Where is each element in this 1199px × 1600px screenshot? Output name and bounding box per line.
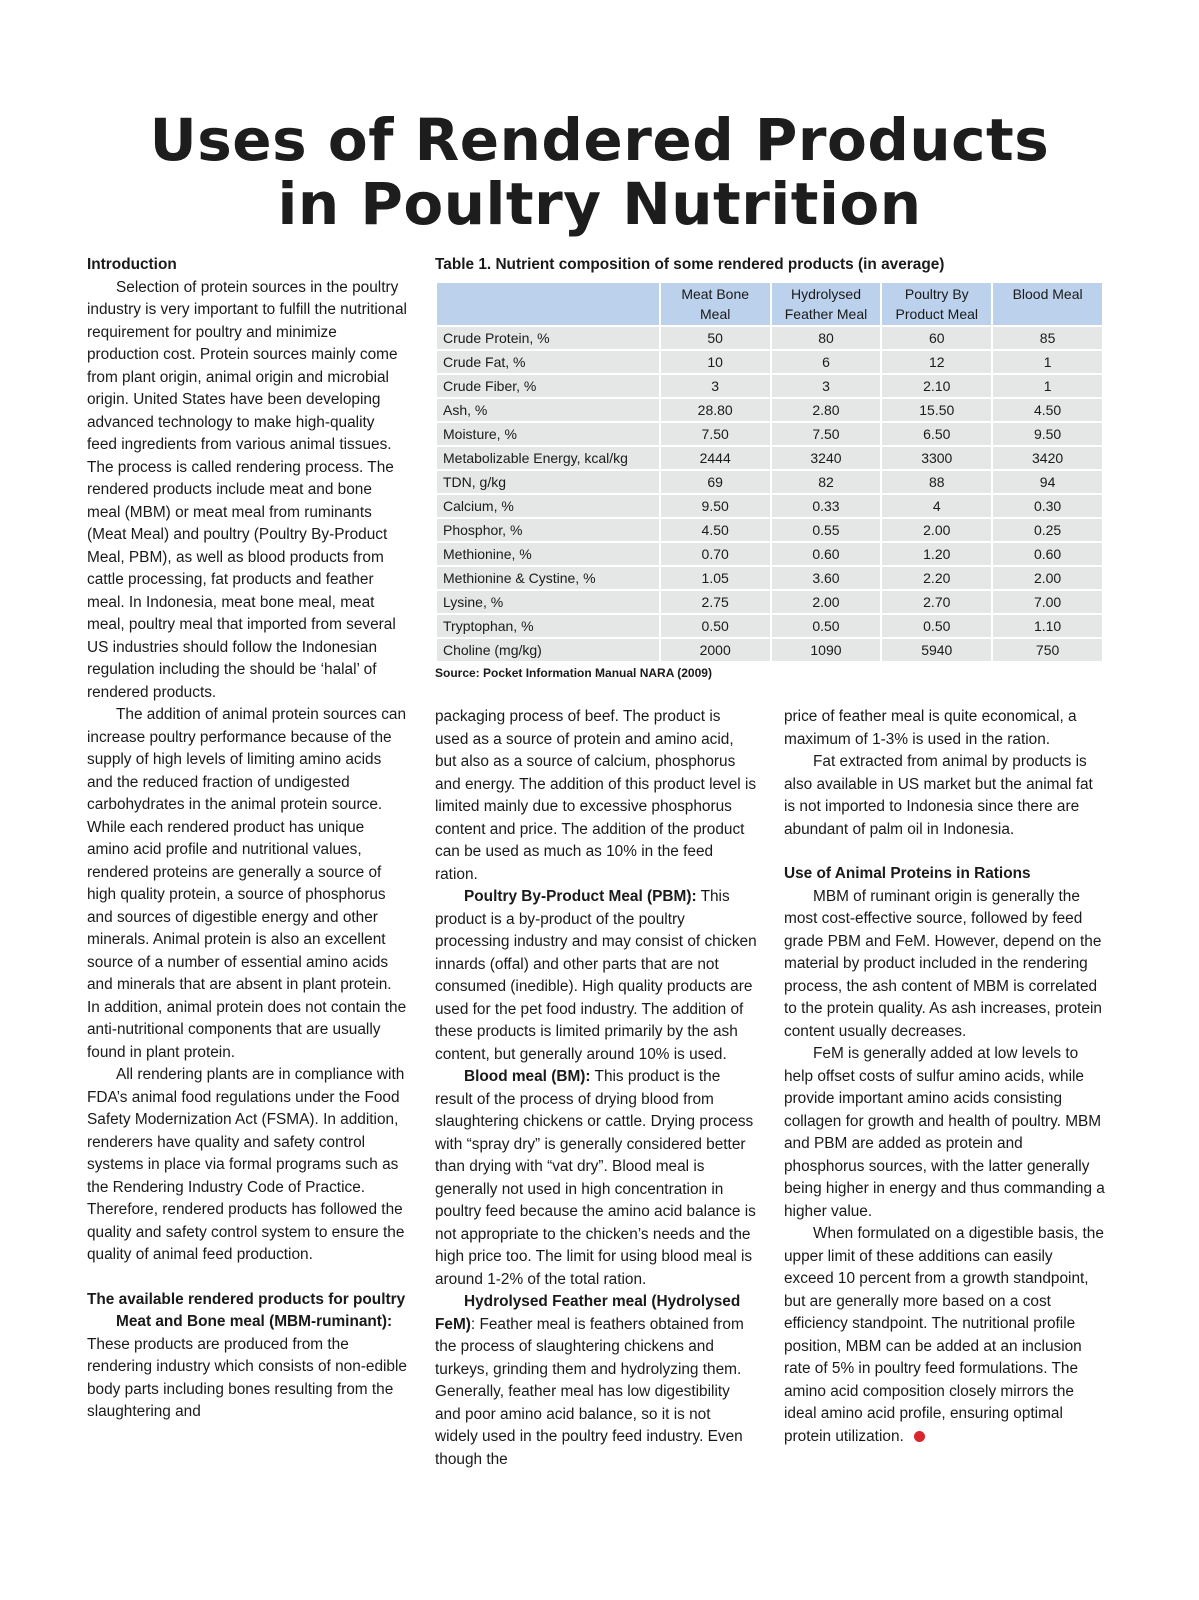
- table-cell: 0.55: [772, 519, 881, 541]
- table-header-cell: Meat Bone Meal: [661, 283, 770, 325]
- table-row: [437, 447, 1102, 469]
- fem-label: Hydrolysed Feather meal (Hydrolysed FeM): [435, 1293, 741, 1333]
- introduction-heading: Introduction: [87, 256, 177, 273]
- table-cell: 1: [993, 375, 1102, 397]
- bm-paragraph: [435, 1066, 757, 1291]
- table-cell: 1.20: [882, 543, 991, 565]
- table-header-cell: Hydrolysed Feather Meal: [772, 283, 881, 325]
- table-cell: 0.30: [993, 495, 1102, 517]
- table-cell: 0.50: [661, 615, 770, 637]
- table-cell: 3420: [993, 447, 1102, 469]
- pbm-text: This product is a by-product of the poultry processing industry and may consist of chicken innards (offal) and other parts that are not consumed (inedible). High quality products are used for the pet food industry. The addition of these products is limited primarily by the ash content, but generally around 10% is used.: [435, 888, 757, 1063]
- row-label: Methionine & Cystine, %: [437, 567, 659, 589]
- table-row: [437, 567, 1102, 589]
- table-cell: 0.70: [661, 543, 770, 565]
- mbm-continued-paragraph: packaging process of beef. The product is used as a source of protein and amino acid, but also as a source of calcium, phosphorus and energy. The addition of this product level is limited mainly due to excessive phosphorus content and price. The addition of the product can be used as much as 10% in the feed ration.: [435, 708, 757, 883]
- column-3: [784, 706, 1106, 1448]
- table-cell: 4: [882, 495, 991, 517]
- table-cell: 3240: [772, 447, 881, 469]
- table-cell: 2.75: [661, 591, 770, 613]
- table-row: [437, 327, 1102, 349]
- page-title: [0, 108, 1199, 236]
- row-label: Methionine, %: [437, 543, 659, 565]
- table-row: [437, 375, 1102, 397]
- fem-continued-paragraph: price of feather meal is quite economical, a maximum of 1-3% is used in the ration.: [784, 708, 1077, 748]
- table-row: [437, 615, 1102, 637]
- table-cell: 0.50: [772, 615, 881, 637]
- table-cell: 750: [993, 639, 1102, 661]
- intro-paragraph-1: Selection of protein sources in the poultry industry is very important to fulfill the nutritional requirement for poultry and minimize production cost. Protein sources mainly come from plant origin, animal origin and microbial origin. United States have been developing advanced technology to make high-quality feed ingredients from various animal tissues. The process is called rendering process. The rendered products include meat and bone meal (MBM) or meat meal from ruminants (Meat Meal) and poultry (Poultry By-Product Meal, PBM), as well as blood products from cattle processing, fat products and feather meal. In Indonesia, meat bone meal, meat meal, poultry meal that imported from several US industries should follow the Indonesian regulation including the should be ‘halal’ of rendered products.: [87, 278, 407, 701]
- mbm-paragraph: [87, 1311, 407, 1424]
- column-2: [435, 706, 757, 1471]
- row-label: Moisture, %: [437, 423, 659, 445]
- table-row: [437, 519, 1102, 541]
- table-cell: 82: [772, 471, 881, 493]
- table-cell: 28.80: [661, 399, 770, 421]
- table-cell: 5940: [882, 639, 991, 661]
- table-header-blank: [437, 283, 659, 325]
- table-cell: 88: [882, 471, 991, 493]
- table-cell: 9.50: [661, 495, 770, 517]
- table-row: [437, 471, 1102, 493]
- rations-paragraph-1: MBM of ruminant origin is generally the most cost-effective source, followed by feed grade PBM and FeM. However, depend on the material by product included in the rendering process, the ash content of MBM is correlated to the protein quality. As ash increases, protein content usually decreases.: [784, 887, 1102, 1040]
- table-cell: 4.50: [993, 399, 1102, 421]
- table-cell: 4.50: [661, 519, 770, 541]
- rations-paragraph-2: FeM is generally added at low levels to help offset costs of sulfur amino acids, while provide important amino acids consisting collagen for growth and health of poultry. MBM and PBM are added as protein and phosphorus sources, with the latter generally being higher in energy and thus commanding a higher value.: [784, 1045, 1105, 1220]
- rations-paragraph-3-text: When formulated on a digestible basis, the upper limit of these additions can easily exceed 10 percent from a growth standpoint, but are generally more based on a cost efficiency standpoint. The nutritional profile position, MBM can be added at an inclusion rate of 5% in poultry feed formulations. The amino acid composition closely mirrors the ideal amino acid profile, ensuring optimal protein utilization.: [784, 1225, 1104, 1445]
- table-row: [437, 423, 1102, 445]
- pbm-label: Poultry By-Product Meal (PBM):: [464, 888, 697, 905]
- row-label: Tryptophan, %: [437, 615, 659, 637]
- table-cell: 1: [993, 351, 1102, 373]
- row-label: Metabolizable Energy, kcal/kg: [437, 447, 659, 469]
- available-products-heading: The available rendered products for poultry: [87, 1290, 406, 1308]
- end-mark-icon: [914, 1431, 925, 1442]
- table-row: [437, 399, 1102, 421]
- table-cell: 3: [661, 375, 770, 397]
- table-cell: 10: [661, 351, 770, 373]
- table-cell: 1.10: [993, 615, 1102, 637]
- table-cell: 7.00: [993, 591, 1102, 613]
- nutrient-table: [435, 281, 1104, 663]
- row-label: Crude Fiber, %: [437, 375, 659, 397]
- table-cell: 7.50: [661, 423, 770, 445]
- title-line-1: Uses of Rendered Products: [149, 106, 1050, 174]
- mbm-label: Meat and Bone meal (MBM-ruminant):: [116, 1313, 393, 1330]
- table-cell: 50: [661, 327, 770, 349]
- table-cell: 2.10: [882, 375, 991, 397]
- table-cell: 60: [882, 327, 991, 349]
- pbm-paragraph: [435, 886, 757, 1066]
- table-source: Source: Pocket Information Manual NARA (2009): [435, 666, 712, 680]
- table-cell: 2.80: [772, 399, 881, 421]
- table-cell: 0.60: [993, 543, 1102, 565]
- row-label: Phosphor, %: [437, 519, 659, 541]
- table-cell: 85: [993, 327, 1102, 349]
- table-cell: 0.33: [772, 495, 881, 517]
- table-row: [437, 543, 1102, 565]
- table-cell: 69: [661, 471, 770, 493]
- table-header-row: [437, 283, 1102, 325]
- table-cell: 3: [772, 375, 881, 397]
- table-cell: 2.00: [772, 591, 881, 613]
- table-cell: 15.50: [882, 399, 991, 421]
- mbm-text: These products are produced from the rendering industry which consists of non-edible body parts including bones resulting from the slaughtering and: [87, 1335, 407, 1420]
- bm-text: This product is the result of the process of drying blood from slaughtering chickens or cattle. Drying process with “spray dry” is generally considered better than drying with “vat dry”. Blood meal is generally not used in high concentration in poultry feed because the amino acid balance is not appropriate to the chicken’s needs and the high price too. The limit for using blood meal is around 1-2% of the total ration.: [435, 1068, 756, 1288]
- table-cell: 1.05: [661, 567, 770, 589]
- fem-text: : Feather meal is feathers obtained from the process of slaughtering chickens and turkeys, grinding them and hydrolyzing them. Generally, feather meal has low digestibility and poor amino acid balance, so it is not widely used in the poultry feed industry. Even though the: [435, 1315, 744, 1468]
- table-cell: 0.50: [882, 615, 991, 637]
- table-cell: 0.60: [772, 543, 881, 565]
- table-caption: Table 1. Nutrient composition of some rendered products (in average): [435, 256, 945, 273]
- row-label: Choline (mg/kg): [437, 639, 659, 661]
- table-cell: 2.20: [882, 567, 991, 589]
- table-row: [437, 639, 1102, 661]
- table-cell: 6: [772, 351, 881, 373]
- table-header-cell: Poultry By Product Meal: [882, 283, 991, 325]
- table-cell: 1090: [772, 639, 881, 661]
- table-row: [437, 495, 1102, 517]
- table-cell: 7.50: [772, 423, 881, 445]
- table-cell: 2.70: [882, 591, 991, 613]
- fem-paragraph: [435, 1291, 757, 1471]
- table-row: [437, 351, 1102, 373]
- table-header-cell: Blood Meal: [993, 283, 1102, 325]
- table-row: [437, 591, 1102, 613]
- row-label: Lysine, %: [437, 591, 659, 613]
- row-label: TDN, g/kg: [437, 471, 659, 493]
- intro-paragraph-3: All rendering plants are in compliance with FDA’s animal food regulations under the Food Safety Modernization Act (FSMA). In addition, renderers have quality and safety control systems in place via formal programs such as the Rendering Industry Code of Practice. Therefore, rendered products has followed the quality and safety control system to ensure the quality of animal feed production.: [87, 1066, 405, 1263]
- rations-heading: Use of Animal Proteins in Rations: [784, 865, 1031, 882]
- column-1: [87, 254, 407, 1424]
- table-cell: 9.50: [993, 423, 1102, 445]
- table-cell: 12: [882, 351, 991, 373]
- animal-fat-paragraph: Fat extracted from animal by products is also available in US market but the animal fat is not imported to Indonesia since there are abundant of palm oil in Indonesia.: [784, 753, 1093, 838]
- table-cell: 3.60: [772, 567, 881, 589]
- bm-label: Blood meal (BM):: [464, 1068, 591, 1085]
- table-cell: 2.00: [993, 567, 1102, 589]
- table-cell: 2.00: [882, 519, 991, 541]
- table-cell: 2000: [661, 639, 770, 661]
- table-cell: 6.50: [882, 423, 991, 445]
- table-cell: 2444: [661, 447, 770, 469]
- row-label: Crude Protein, %: [437, 327, 659, 349]
- intro-paragraph-2: The addition of animal protein sources can increase poultry performance because of the supply of high levels of limiting amino acids and the reduced fraction of undigested carbohydrates in the animal protein source. While each rendered product has unique amino acid profile and nutritional values, rendered proteins are generally a source of high quality protein, a source of phosphorus and sources of digestible energy and other minerals. Animal protein is also an excellent source of a number of essential amino acids and minerals that are absent in plant protein. In addition, animal protein does not contain the anti-nutritional components that are usually found in plant protein.: [87, 706, 407, 1061]
- table-cell: 3300: [882, 447, 991, 469]
- title-line-2: in Poultry Nutrition: [277, 170, 922, 238]
- row-label: Crude Fat, %: [437, 351, 659, 373]
- row-label: Calcium, %: [437, 495, 659, 517]
- rations-paragraph-3: [784, 1223, 1106, 1448]
- table-cell: 94: [993, 471, 1102, 493]
- table-cell: 80: [772, 327, 881, 349]
- table-cell: 0.25: [993, 519, 1102, 541]
- row-label: Ash, %: [437, 399, 659, 421]
